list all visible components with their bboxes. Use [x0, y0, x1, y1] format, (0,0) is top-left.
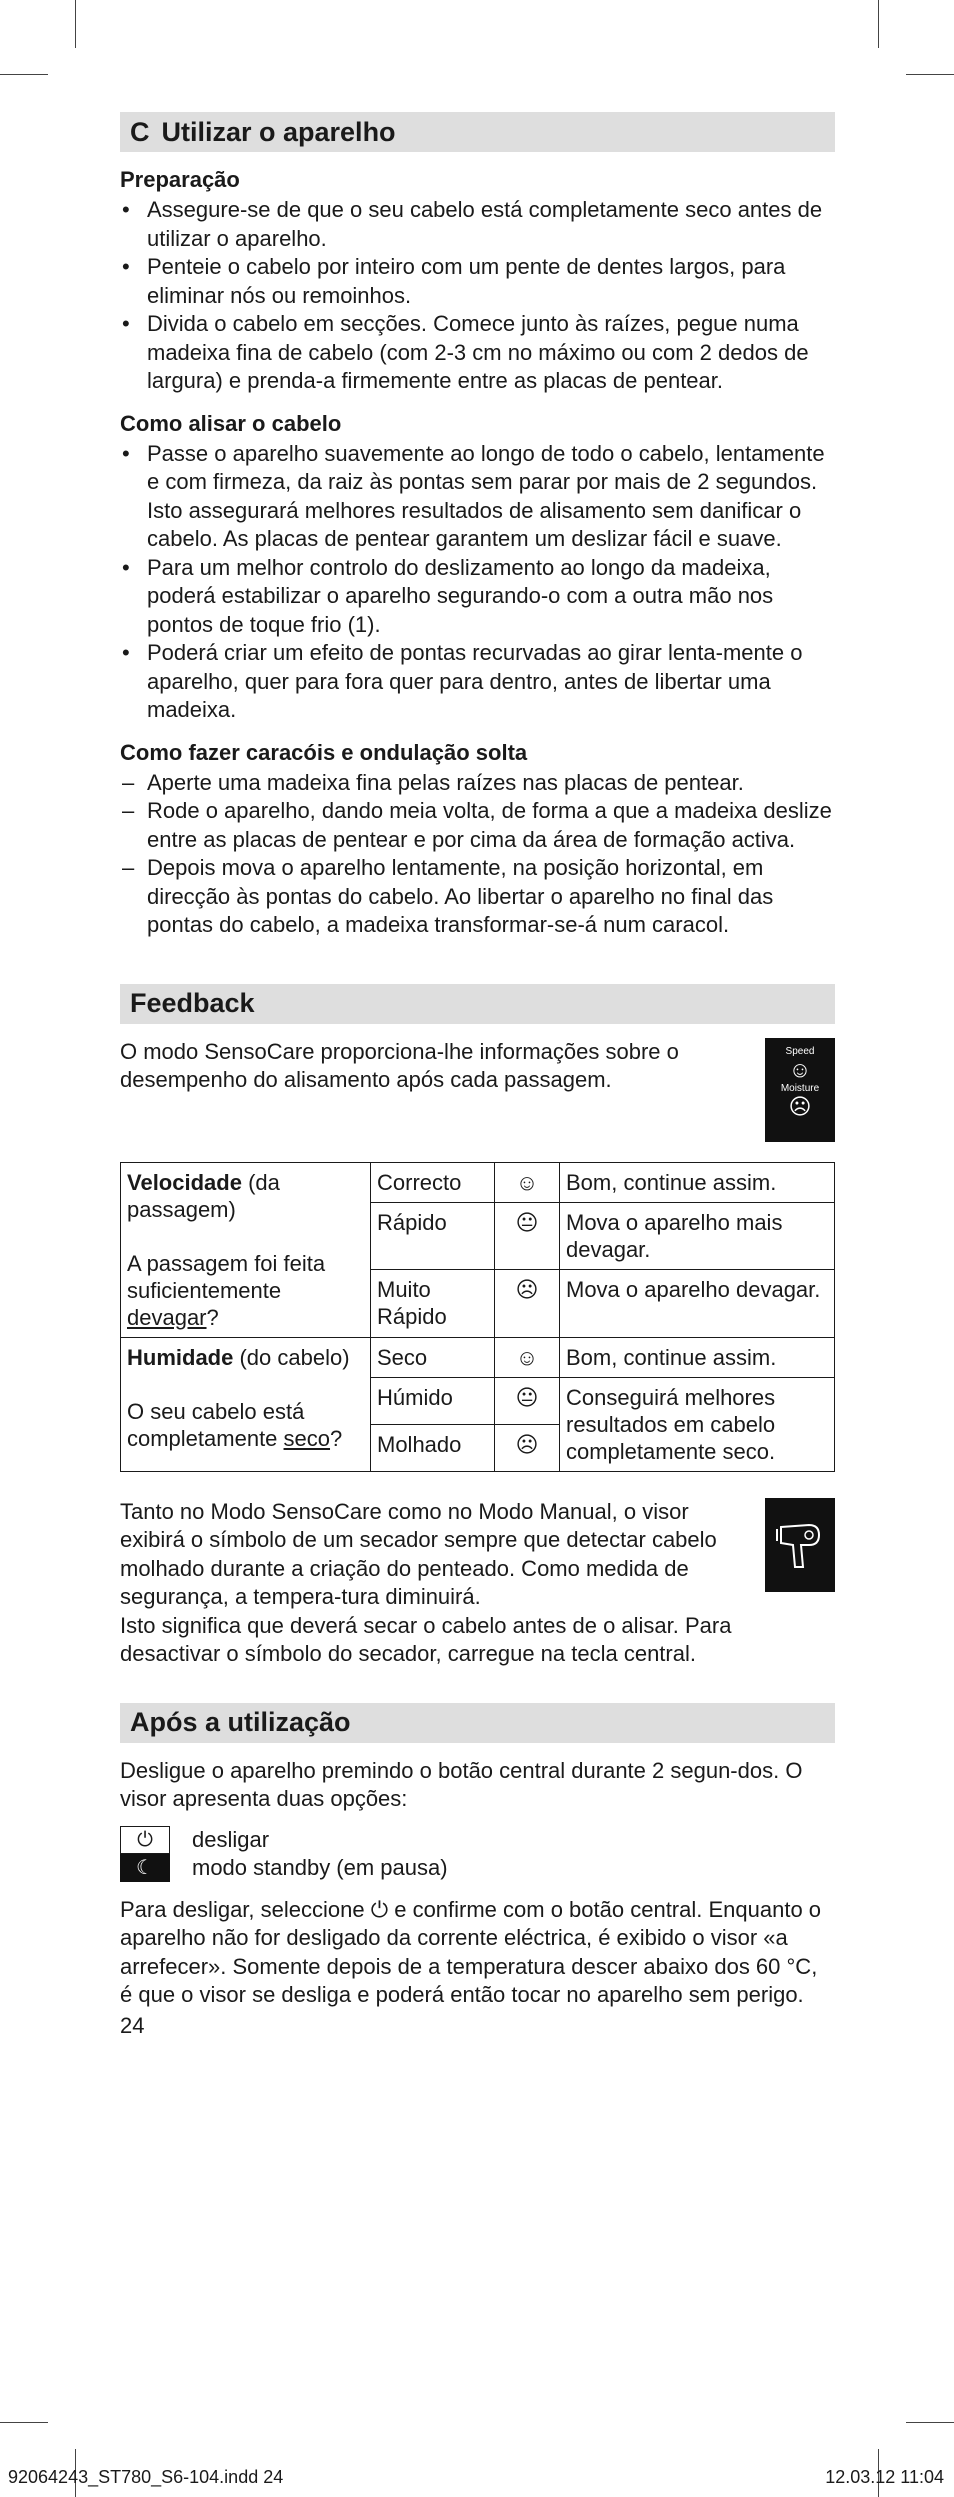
moisture-label: Moisture: [780, 1082, 820, 1094]
list-item: • Poderá criar um efeito de pontas recurvadas ao girar lenta-mente o aparelho, quer para fora quer para dentro, antes de libertar uma madeixa.: [122, 640, 803, 722]
advice-cell: Mova o aparelho mais devagar.: [560, 1202, 835, 1269]
smile-face-icon: ☺: [495, 1162, 560, 1202]
footer-date: 12.03.12 11:04: [825, 2467, 944, 2487]
footer-file-info: 92064243_ST780_S6-104.indd 24: [8, 2467, 284, 2487]
preparation-heading: Preparação: [120, 167, 240, 192]
section-title: Feedback: [130, 988, 255, 1018]
manual-page: [120, 112, 835, 2040]
section-title: Após a utilização: [130, 1707, 351, 1737]
crop-mark: [906, 74, 954, 75]
list-item: – Rode o aparelho, dando meia volta, de forma a que a madeixa deslize entre as placas de pentear e por cima da área de formação activa.: [122, 798, 832, 852]
feedback-table: [120, 1162, 835, 1472]
option-standby: [120, 1854, 835, 1882]
hair-dryer-icon: [775, 1515, 825, 1575]
preparation-list: [120, 196, 835, 396]
smile-face-icon: ☺: [495, 1337, 560, 1377]
advice-cell: Conseguirá melhores resultados em cabelo completamente seco.: [560, 1377, 835, 1471]
list-item: • Divida o cabelo em secções. Comece junto às raízes, pegue numa madeixa fina de cabelo (com 2-3 cm no máximo ou com 2 dedos de largura) e prenda-a firmemente entre as placas de pentear.: [122, 311, 809, 393]
section-letter: C: [130, 116, 150, 147]
dryer-row: [120, 1498, 835, 1612]
state-cell: Húmido: [371, 1377, 495, 1424]
state-cell: Correcto: [371, 1162, 495, 1202]
frown-face-icon: ☹: [495, 1270, 560, 1337]
after-use-intro: Desligue o aparelho premindo o botão central durante 2 segun-dos. O visor apresenta duas opções:: [120, 1757, 803, 1811]
frown-face-icon: ☹: [495, 1424, 560, 1471]
advice-cell: Bom, continue assim.: [560, 1162, 835, 1202]
page-number: 24: [120, 2012, 145, 2038]
list-item: – Aperte uma madeixa fina pelas raízes nas placas de pentear.: [122, 769, 744, 795]
section-c-heading: [120, 112, 835, 152]
list-item: • Penteie o cabelo por inteiro com um pente de dentes largos, para eliminar nós ou remoinhos.: [122, 254, 786, 308]
feedback-intro: O modo SensoCare proporciona-lhe informações sobre o desempenho do alisamento após cada passagem.: [120, 1038, 679, 1092]
curls-heading: Como fazer caracóis e ondulação solta: [120, 739, 528, 765]
option-label: desligar: [192, 1826, 270, 1852]
table-row: [121, 1337, 835, 1377]
neutral-face-icon: 😐: [495, 1377, 560, 1424]
moon-icon: ☾: [120, 1854, 170, 1882]
frown-face-icon: ☹: [788, 1093, 812, 1119]
state-cell: Rápido: [371, 1202, 495, 1269]
after-use-heading: [120, 1703, 835, 1743]
table-row: [121, 1162, 835, 1202]
options-list: [120, 1826, 835, 1882]
option-off: [120, 1826, 835, 1854]
curls-list: [120, 769, 835, 940]
feedback-intro-row: [120, 1038, 835, 1142]
advice-cell: Bom, continue assim.: [560, 1337, 835, 1377]
crop-mark: [0, 74, 48, 75]
dryer-paragraph-2: Isto significa que deverá secar o cabelo antes de o alisar. Para desactivar o símbolo do secador, carregue na tecla central.: [120, 1612, 732, 1666]
advice-cell: Mova o aparelho devagar.: [560, 1270, 835, 1337]
power-icon: ⏻: [120, 1826, 170, 1854]
list-item: • Assegure-se de que o seu cabelo está completamente seco antes de utilizar o aparelho.: [122, 197, 823, 251]
list-item: – Depois mova o aparelho lentamente, na posição horizontal, em direcção às pontas do cabelo. Ao libertar o aparelho no final das pontas do cabelo, a madeixa transformar-se-á num caracol.: [122, 855, 774, 937]
option-label: modo standby (em pausa): [192, 1854, 448, 1880]
crop-mark: [906, 2422, 954, 2423]
speed-label: Speed: [785, 1045, 815, 1057]
crop-mark: [0, 2422, 48, 2423]
state-cell: Molhado: [371, 1424, 495, 1471]
hair-dryer-icon: [765, 1498, 835, 1592]
crop-mark: [878, 0, 879, 48]
smoothing-list: [120, 440, 835, 725]
section-title: Utilizar o aparelho: [161, 116, 396, 147]
crop-mark: [75, 0, 76, 48]
speed-description-cell: Velocidade (da passagem) A passagem foi feita suficientemente devagar?: [121, 1162, 371, 1337]
dryer-paragraph: Tanto no Modo SensoCare como no Modo Manual, o visor exibirá o símbolo de um secador sempre que detectar cabelo molhado durante a criação do penteado. Como medida de segurança, a tempera-tura diminuirá.: [120, 1498, 717, 1609]
moisture-description-cell: Humidade (do cabelo) O seu cabelo está completamente seco?: [121, 1337, 371, 1471]
smoothing-heading: Como alisar o cabelo: [120, 410, 342, 436]
feedback-heading: [120, 984, 835, 1024]
after-use-outro: Para desligar, seleccione ⏻ e confirme com o botão central. Enquanto o aparelho não for desligado da corrente eléctrica, é exibido o visor «a arrefecer». Somente depois de a temperatura descer abaixo dos 60 °C, é que o visor se desliga e poderá então tocar no aparelho sem perigo.: [120, 1896, 822, 2007]
neutral-face-icon: 😐: [495, 1202, 560, 1269]
state-cell: Muito Rápido: [371, 1270, 495, 1337]
list-item: • Para um melhor controlo do deslizamento ao longo da madeixa, poderá estabilizar o aparelho segurando-o com a outra mão nos pontos de toque frio (1).: [122, 554, 774, 637]
smile-face-icon: ☺: [788, 1056, 812, 1082]
sensocare-display-icon: [765, 1038, 835, 1142]
list-item: • Passe o aparelho suavemente ao longo de todo o cabelo, lentamente e com firmeza, da raiz às pontas sem parar por mais de 2 segundos. Isto assegurará melhores resultados de alisamento sem danificar o cabelo. As placas de pentear garantem um deslizar fácil e suave.: [122, 440, 825, 551]
state-cell: Seco: [371, 1337, 495, 1377]
